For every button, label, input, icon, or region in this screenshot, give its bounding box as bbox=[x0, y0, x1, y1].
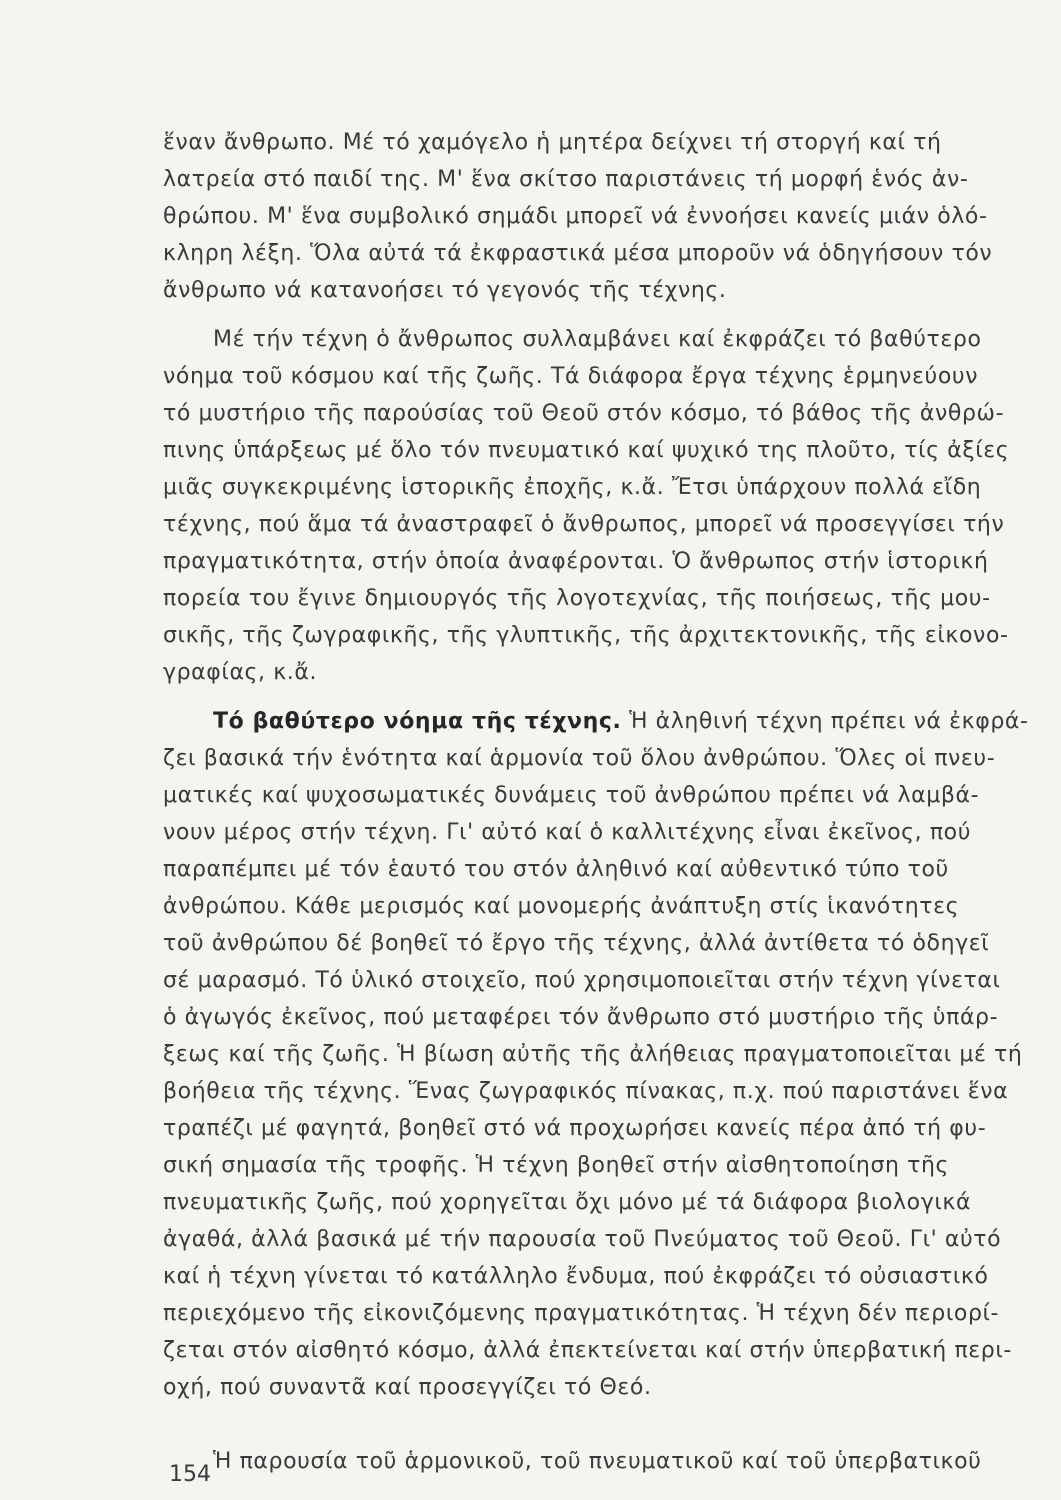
text-line: ἀνθρώπου. Κάθε μερισμός καί μονομερής ἀνάπτυξη στίς ἱκανότητες bbox=[163, 894, 960, 919]
text-line: ἀγαθά, ἀλλά βασικά μέ τήν παρουσία τοῦ Πνεύματος τοῦ Θεοῦ. Γι' αὐτό bbox=[163, 1227, 1002, 1252]
text-line: ὁ ἀγωγός ἐκεῖνος, πού μεταφέρει τόν ἄνθρωπο στό μυστήριο τῆς ὑπάρ- bbox=[163, 1005, 999, 1030]
text-line bbox=[163, 1406, 1023, 1443]
section-first-line bbox=[163, 703, 1029, 740]
text-line: πορεία του ἔγινε δημιουργός τῆς λογοτεχνίας, τῆς ποιήσεως, τῆς μου- bbox=[163, 586, 991, 611]
text-line: καί ἡ τέχνη γίνεται τό κατάλληλο ἔνδυμα, πού ἐκφράζει τό οὐσιαστικό bbox=[163, 1264, 989, 1289]
text-line: Μέ τήν τέχνη ὁ ἄνθρωπος συλλαμβάνει καί ἐκφράζει τό βαθύτερο bbox=[213, 327, 982, 352]
text-line: μιᾶς συγκεκριμένης ἱστορικῆς ἐποχῆς, κ.ἄ. Ἔτσι ὑπάρχουν πολλά εἴδη bbox=[163, 475, 982, 500]
section-first-line-text: Ἡ ἀληθινή τέχνη πρέπει νά ἐκφρά- bbox=[629, 709, 1029, 734]
text-line: τό μυστήριο τῆς παρούσίας τοῦ Θεοῦ στόν κόσμο, τό βάθος τῆς ἀνθρώ- bbox=[163, 401, 1005, 426]
text-line: Ἡ παρουσία τοῦ ἁρμονικοῦ, τοῦ πνευματικοῦ καί τοῦ ὑπερβατικοῦ bbox=[213, 1449, 982, 1474]
text-line: τοῦ ἀνθρώπου δέ βοηθεῖ τό ἔργο τῆς τέχνης, ἀλλά ἀντίθετα τό ὁδηγεῖ bbox=[163, 931, 990, 956]
text-line: πραγματικότητα, στήν ὁποία ἀναφέρονται. Ὁ ἄνθρωπος στήν ἱστορική bbox=[163, 549, 989, 574]
body-text bbox=[163, 124, 1029, 1480]
text-line: πνευματικῆς ζωῆς, πού χορηγεῖται ὄχι μόνο μέ τά διάφορα βιολογικά bbox=[163, 1190, 972, 1215]
text-line: ἄνθρωπο νά κατανοήσει τό γεγονός τῆς τέχνης. bbox=[163, 278, 727, 303]
text-line: σικῆς, τῆς ζωγραφικῆς, τῆς γλυπτικῆς, τῆς ἀρχιτεκτονικῆς, τῆς εἰκονο- bbox=[163, 623, 1009, 648]
text-line: νουν μέρος στήν τέχνη. Γι' αὐτό καί ὁ καλλιτέχνης εἶναι ἐκεῖνος, πού bbox=[163, 820, 972, 845]
text-line: νόημα τοῦ κόσμου καί τῆς ζωῆς. Τά διάφορα ἔργα τέχνης ἑρμηνεύουν bbox=[163, 364, 979, 389]
section-deeper-meaning bbox=[163, 703, 1029, 1480]
text-line: τραπέζι μέ φαγητά, βοηθεῖ στό νά προχωρήσει κανείς πέρα ἀπό τή φυ- bbox=[163, 1116, 987, 1141]
text-line: ζεται στόν αἰσθητό κόσμο, ἀλλά ἐπεκτείνεται καί στήν ὑπερβατική περι- bbox=[163, 1338, 1012, 1363]
text-line: πινης ὑπάρξεως μέ ὅλο τόν πνευματικό καί ψυχικό της πλοῦτο, τίς ἀξίες bbox=[163, 438, 1010, 463]
section-heading: Τό βαθύτερο νόημα τῆς τέχνης. bbox=[213, 709, 622, 734]
text-line: τέχνης, πού ἅμα τά ἀναστραφεῖ ὁ ἄνθρωπος, μπορεῖ νά προσεγγίσει τήν bbox=[163, 512, 1005, 537]
paragraph-1 bbox=[163, 124, 1023, 309]
text-line: ζει βασικά τήν ἑνότητα καί ἁρμονία τοῦ ὅλου ἀνθρώπου. Ὅλες οἱ πνευ- bbox=[163, 746, 996, 771]
text-line: ἕναν ἄνθρωπο. Μέ τό χαμόγελο ἡ μητέρα δείχνει τή στοργή καί τή bbox=[163, 130, 942, 155]
text-line: θρώπου. Μ' ἕνα συμβολικό σημάδι μπορεῖ νά ἐννοήσει κανείς μιάν ὁλό- bbox=[163, 204, 988, 229]
page-number: 154 bbox=[169, 1462, 211, 1487]
text-line: λατρεία στό παιδί της. Μ' ἕνα σκίτσο παριστάνεις τή μορφή ἑνός ἀν- bbox=[163, 167, 969, 192]
text-line: βοήθεια τῆς τέχνης. Ἕνας ζωγραφικός πίνακας, π.χ. πού παριστάνει ἕνα bbox=[163, 1079, 1009, 1104]
text-line: κληρη λέξη. Ὅλα αὐτά τά ἐκφραστικά μέσα μποροῦν νά ὁδηγήσουν τόν bbox=[163, 241, 993, 266]
text-line: ξεως καί τῆς ζωῆς. Ἡ βίωση αὐτῆς τῆς ἀλήθειας πραγματοποιεῖται μέ τή bbox=[163, 1042, 1023, 1067]
paragraph-2 bbox=[163, 321, 1023, 691]
text-line: περιεχόμενο τῆς εἰκονιζόμενης πραγματικότητας. Ἡ τέχνη δέν περιορί- bbox=[163, 1301, 1000, 1326]
text-line: σική σημασία τῆς τροφῆς. Ἡ τέχνη βοηθεῖ στήν αἰσθητοποίηση τῆς bbox=[163, 1153, 950, 1178]
text-line: γραφίας, κ.ἄ. bbox=[163, 660, 318, 685]
text-line: σέ μαρασμό. Τό ὑλικό στοιχεῖο, πού χρησιμοποιεῖται στήν τέχνη γίνεται bbox=[163, 968, 1001, 993]
text-line: οχή, πού συναντᾶ καί προσεγγίζει τό Θεό. bbox=[163, 1375, 652, 1400]
text-line: ματικές καί ψυχοσωματικές δυνάμεις τοῦ ἀνθρώπου πρέπει νά λαμβά- bbox=[163, 783, 980, 808]
text-line: παραπέμπει μέ τόν ἑαυτό του στόν ἀληθινό καί αὐθεντικό τύπο τοῦ bbox=[163, 857, 949, 882]
